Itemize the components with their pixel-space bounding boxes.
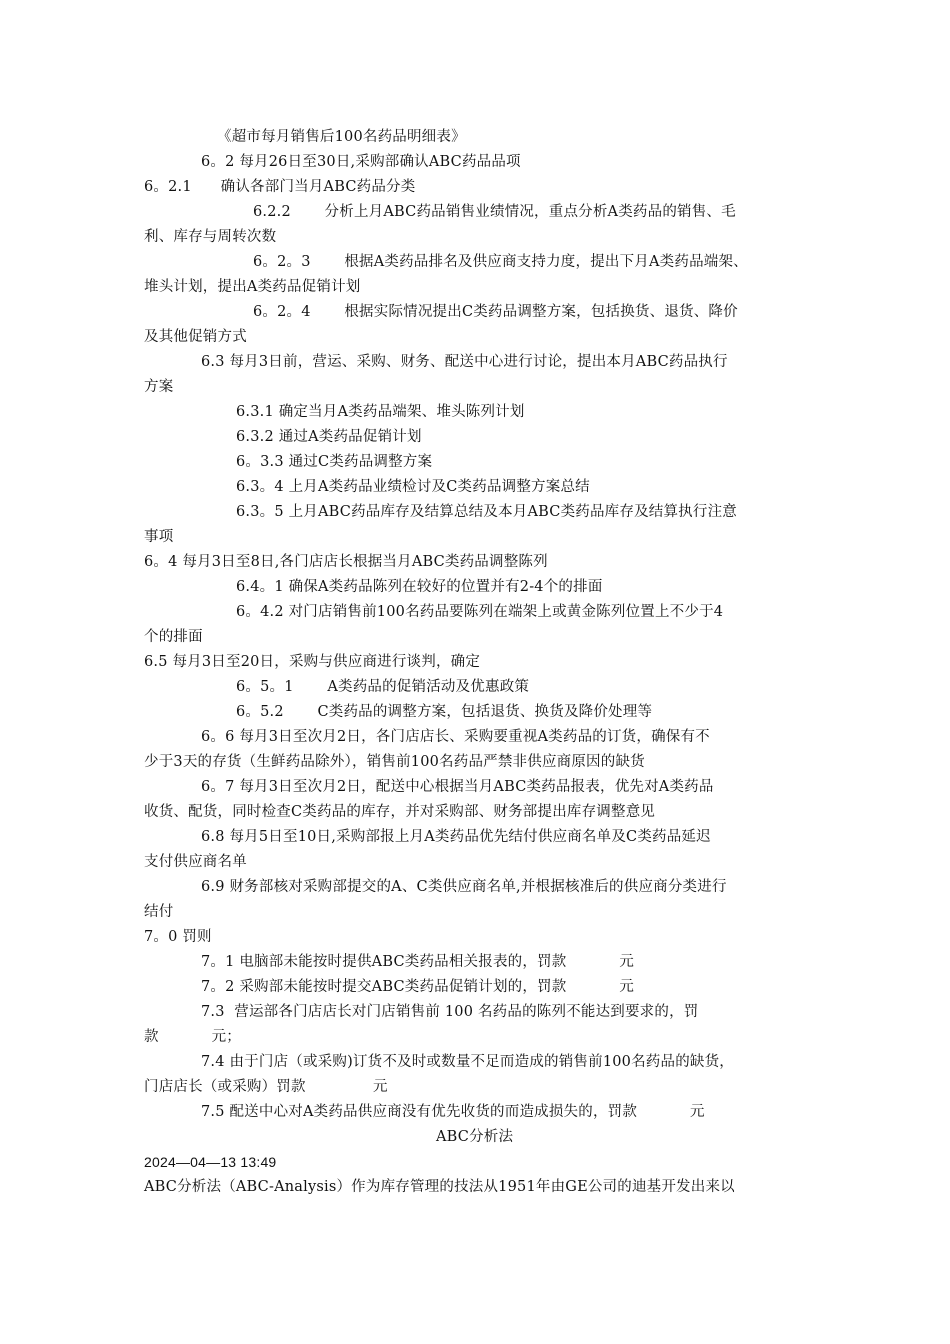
table-title-line: 《超市每月销售后100名药品明细表》 [217,129,466,145]
item-6-3-1: 6.3.1 确定当月A类药品端架、堆头陈列计划 [236,404,525,420]
penalty-7-4: 7.4 由于门店（或采购)订货不及时或数量不足而造成的销售前100名药品的缺货， [201,1054,734,1070]
item-6-3-3: 6。3.3 通过C类药品调整方案 [236,454,433,470]
section-6-2-heading: 6。2 每月26日至30日,采购部确认ABC药品品项 [201,154,521,170]
item-6-4-1: 6.4。1 确保A类药品陈列在较好的位置并有2-4个的排面 [236,579,603,595]
item-6-5-1: 6。5。1 A类药品的促销活动及优惠政策 [236,679,530,695]
penalty-7-3: 7.3 营运部各门店店长对门店销售前 100 名药品的陈列不能达到要求的，罚 [201,1004,699,1020]
article-first-line: ABC分析法（ABC-Analysis）作为库存管理的技法从1951年由GE公司的迪基开发出来以 [144,1179,735,1195]
item-6-4-2-cont: 个的排面 [144,629,203,645]
section-6-9: 6.9 财务部核对采购部提交的A、C类供应商名单,并根据核准后的供应商分类进行 [201,879,727,895]
section-6-8: 6.8 每月5日至10日,采购部报上月A类药品优先结付供应商名单及C类药品延迟 [201,829,711,845]
item-6-2-2: 6.2.2 分析上月ABC药品销售业绩情况，重点分析A类药品的销售、毛 [253,204,736,220]
penalty-7-2: 7。2 采购部未能按时提交ABC类药品促销计划的，罚款 元 [201,979,635,995]
section-6-3-cont: 方案 [144,379,174,395]
section-6-5-heading: 6.5 每月3日至20日，采购与供应商进行谈判，确定 [144,654,481,670]
item-6-2-4: 6。2。4 根据实际情况提出C类药品调整方案，包括换货、退货、降价 [253,304,738,320]
section-6-7-cont: 收货、配货，同时检查C类药品的库存，并对采购部、财务部提出库存调整意见 [144,804,656,820]
item-6-2-3: 6。2。3 根据A类药品排名及供应商支持力度，提出下月A类药品端架、 [253,254,748,270]
penalty-7-5: 7.5 配送中心对A类药品供应商没有优先收货的而造成损失的，罚款 元 [201,1104,705,1120]
item-6-3-5: 6.3。5 上月ABC药品库存及结算总结及本月ABC类药品库存及结算执行注意 [236,504,737,520]
section-6-4-heading: 6。4 每月3日至8日,各门店店长根据当月ABC类药品调整陈列 [144,554,548,570]
article-timestamp: 2024—04—13 13:49 [144,1154,277,1170]
item-6-2-1: 6。2.1 确认各部门当月ABC药品分类 [144,179,416,195]
item-6-3-5-cont: 事项 [144,529,174,545]
section-7-0-heading: 7。0 罚则 [144,929,212,945]
section-6-6: 6。6 每月3日至次月2日，各门店店长、采购要重视A类药品的订货，确保有不 [201,729,710,745]
penalty-7-1: 7。1 电脑部未能按时提供ABC类药品相关报表的，罚款 元 [201,954,635,970]
item-6-2-4-cont: 及其他促销方式 [144,329,247,345]
item-6-5-2: 6。5.2 C类药品的调整方案，包括退货、换货及降价处理等 [236,704,653,720]
section-6-9-cont: 结付 [144,904,174,920]
section-6-6-cont: 少于3天的存货（生鲜药品除外），销售前100名药品严禁非供应商原因的缺货 [144,754,645,770]
section-6-8-cont: 支付供应商名单 [144,854,247,870]
penalty-7-4-cont: 门店店长（或采购）罚款 元 [144,1079,388,1095]
article-title: ABC分析法 [436,1129,514,1145]
item-6-3-2: 6.3.2 通过A类药品促销计划 [236,429,422,445]
section-6-3-heading: 6.3 每月3日前，营运、采购、财务、配送中心进行讨论，提出本月ABC药品执行 [201,354,728,370]
section-6-7: 6。7 每月3日至次月2日，配送中心根据当月ABC类药品报表，优先对A类药品 [201,779,714,795]
item-6-2-2-cont: 利、库存与周转次数 [144,229,277,245]
penalty-7-3-cont: 款 元； [144,1029,242,1045]
item-6-2-3-cont: 堆头计划，提出A类药品促销计划 [144,279,361,295]
item-6-4-2: 6。4.2 对门店销售前100名药品要陈列在端架上或黄金陈列位置上不少于4 [236,604,724,620]
item-6-3-4: 6.3。4 上月A类药品业绩检讨及C类药品调整方案总结 [236,479,590,495]
